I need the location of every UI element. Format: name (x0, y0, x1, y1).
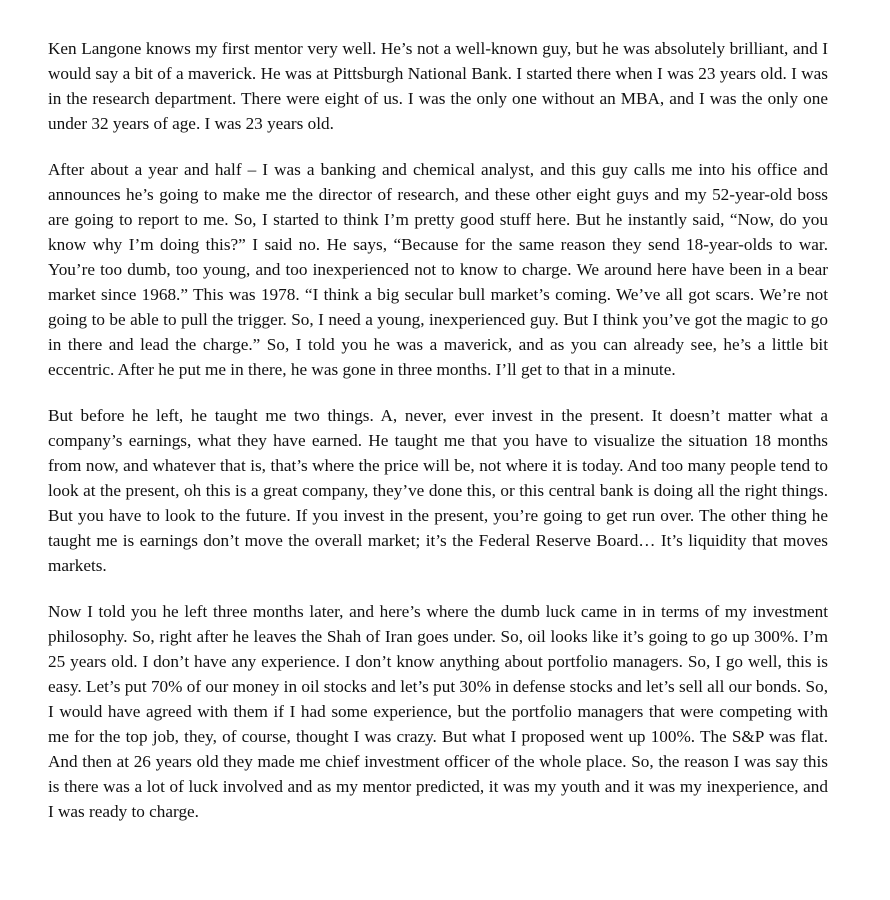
paragraph: After about a year and half – I was a banking and chemical analyst, and this guy calls me into his office and announces he’s going to make me the director of research, and these other eight guys and my 52-year-old boss are going to report to me. So, I started to think I’m pretty good stuff here. But he instantly said, “Now, do you know why I’m doing this?” I said no. He says, “Because for the same reason they send 18-year-olds to war. You’re too dumb, too young, and too inexperienced not to know to charge. We around here have been in a bear market since 1968.” This was 1978. “I think a big secular bull market’s coming. We’ve all got scars. We’re not going to be able to pull the trigger. So, I need a young, inexperienced guy. But I think you’ve got the magic to go in there and lead the charge.” So, I told you he was a maverick, and as you can already see, he’s a little bit eccentric. After he put me in there, he was gone in three months. I’ll get to that in a minute. (48, 160, 828, 380)
paragraph: Now I told you he left three months later, and here’s where the dumb luck came in in terms of my investment philosophy. So, right after he leaves the Shah of Iran goes under. So, oil looks like it’s going to go up 300%. I’m 25 years old. I don’t have any experience. I don’t know anything about portfolio managers. So, I go well, this is easy. Let’s put 70% of our money in oil stocks and let’s put 30% in defense stocks and let’s sell all our bonds. So, I would have agreed with them if I had some experience, but the portfolio managers that were competing with me for the top job, they, of course, thought I was crazy. But what I proposed went up 100%. The S&P was flat. And then at 26 years old they made me chief investment officer of the whole place. So, the reason I was say this is there was a lot of luck involved and as my mentor predicted, it was my youth and it was my inexperience, and I was ready to charge. (48, 602, 828, 822)
document-body (48, 36, 828, 824)
paragraph: But before he left, he taught me two things. A, never, ever invest in the present. It doesn’t matter what a company’s earnings, what they have earned. He taught me that you have to visualize the situation 18 months from now, and whatever that is, that’s where the price will be, not where it is today. And too many people tend to look at the present, oh this is a great company, they’ve done this, or this central bank is doing all the right things. But you have to look to the future. If you invest in the present, you’re going to get run over. The other thing he taught me is earnings don’t move the overall market; it’s the Federal Reserve Board… It’s liquidity that moves markets. (48, 406, 828, 576)
paragraph: Ken Langone knows my first mentor very well. He’s not a well-known guy, but he was absolutely brilliant, and I would say a bit of a maverick. He was at Pittsburgh National Bank. I started there when I was 23 years old. I was in the research department. There were eight of us. I was the only one without an MBA, and I was the only one under 32 years of age. I was 23 years old. (48, 39, 828, 134)
